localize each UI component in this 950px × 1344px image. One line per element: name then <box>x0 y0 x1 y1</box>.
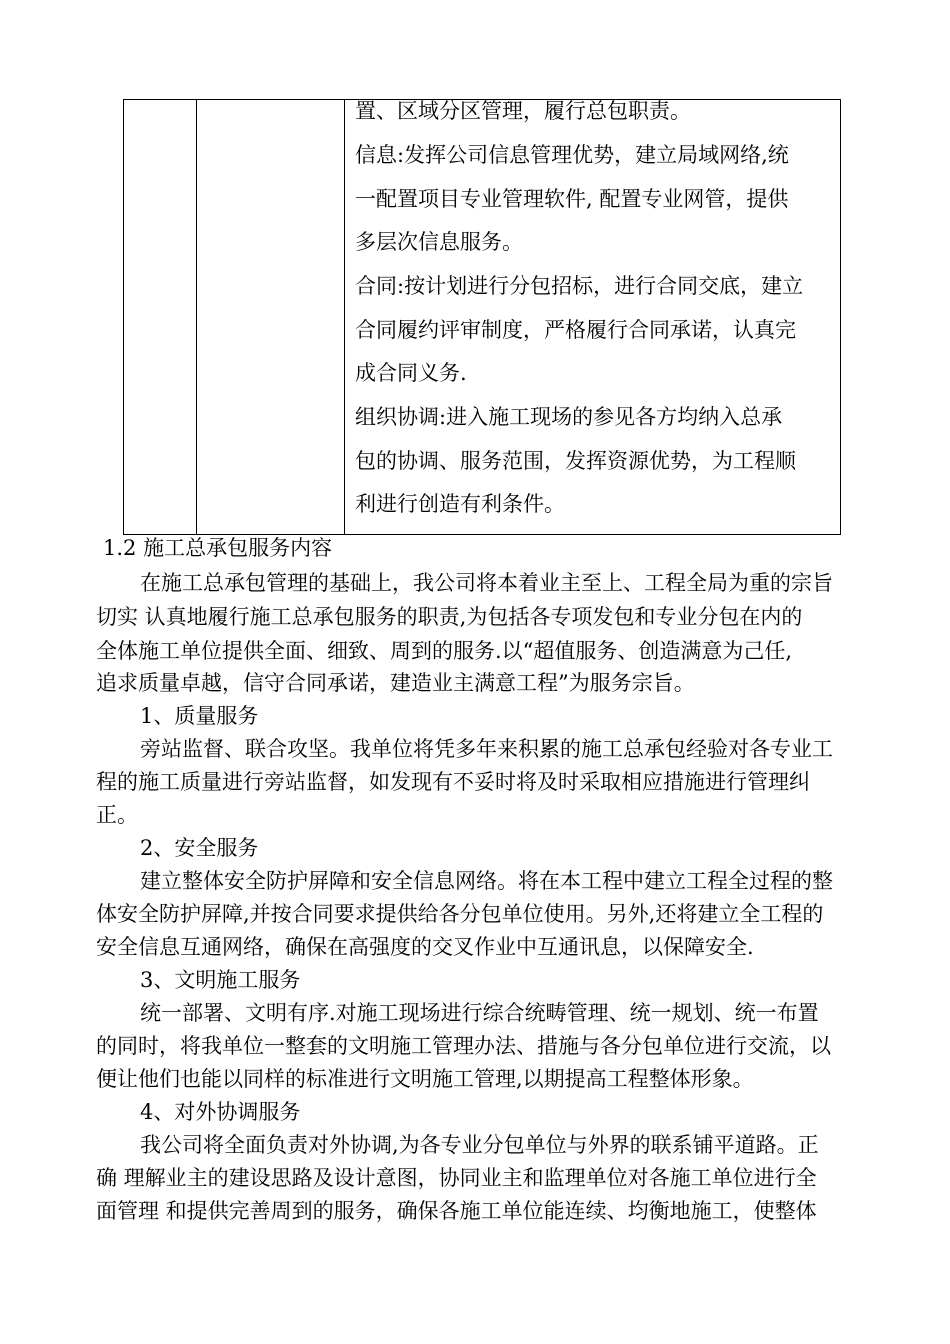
section-heading: 1.2 施工总承包服务内容 <box>103 536 333 560</box>
services-table <box>123 99 841 535</box>
table-column-divider <box>344 100 345 534</box>
cell-line: 合同履约评审制度，严格履行合同承诺，认真完 <box>355 318 796 342</box>
item-line: 统一部署、文明有序.对施工现场进行综合统畴管理、统一规划、统一布置 <box>140 1001 819 1025</box>
item-line: 程的施工质量进行旁站监督，如发现有不妥时将及时采取相应措施进行管理纠 <box>96 770 810 794</box>
item-line: 我公司将全面负责对外协调,为各专业分包单位与外界的联系铺平道路。正 <box>140 1133 819 1157</box>
item-title: 3、文明施工服务 <box>140 968 301 992</box>
cell-line: 组织协调:进入施工现场的参见各方均纳入总承 <box>355 405 783 429</box>
item-title: 1、质量服务 <box>140 704 259 728</box>
table-column-divider <box>196 100 197 534</box>
cell-line: 包的协调、服务范围，发挥资源优势，为工程顺 <box>355 449 796 473</box>
cell-line: 利进行创造有利条件。 <box>355 492 565 516</box>
item-line: 的同时，将我单位一整套的文明施工管理办法、措施与各分包单位进行交流，以 <box>96 1034 831 1058</box>
intro-line: 在施工总承包管理的基础上，我公司将本着业主至上、工程全局为重的宗旨 <box>140 571 833 595</box>
intro-line: 追求质量卓越，信守合同承诺，建造业主满意工程”为服务宗旨。 <box>96 671 695 695</box>
intro-line: 全体施工单位提供全面、细致、周到的服务.以“超值服务、创造满意为己任, <box>96 639 793 663</box>
cell-line: 置、区域分区管理，履行总包职责。 <box>355 99 691 123</box>
item-line: 确 理解业主的建设思路及设计意图，协同业主和监理单位对各施工单位进行全 <box>96 1166 817 1190</box>
cell-line: 合同:按计划进行分包招标，进行合同交底，建立 <box>355 274 804 298</box>
intro-line: 切实 认真地履行施工总承包服务的职责,为包括各专项发包和专业分包在内的 <box>96 605 803 629</box>
cell-line: 多层次信息服务。 <box>355 230 523 254</box>
item-line: 正。 <box>96 803 138 827</box>
item-line: 便让他们也能以同样的标准进行文明施工管理,以期提高工程整体形象。 <box>96 1067 754 1091</box>
item-title: 4、对外协调服务 <box>140 1100 301 1124</box>
cell-line: 信息:发挥公司信息管理优势，建立局域网络,统 <box>355 143 789 167</box>
cell-line: 成合同义务. <box>355 361 467 385</box>
cell-line: 一配置项目专业管理软件, 配置专业网管，提供 <box>355 187 789 211</box>
item-line: 旁站监督、联合攻坚。我单位将凭多年来积累的施工总承包经验对各专业工 <box>140 737 833 761</box>
item-line: 安全信息互通网络，确保在高强度的交叉作业中互通讯息，以保障安全. <box>96 935 754 959</box>
item-line: 体安全防护屏障,并按合同要求提供给各分包单位使用。另外,还将建立全工程的 <box>96 902 824 926</box>
item-line: 建立整体安全防护屏障和安全信息网络。将在本工程中建立工程全过程的整 <box>140 869 833 893</box>
item-line: 面管理 和提供完善周到的服务，确保各施工单位能连续、均衡地施工，使整体 <box>96 1199 817 1223</box>
item-title: 2、安全服务 <box>140 836 259 860</box>
